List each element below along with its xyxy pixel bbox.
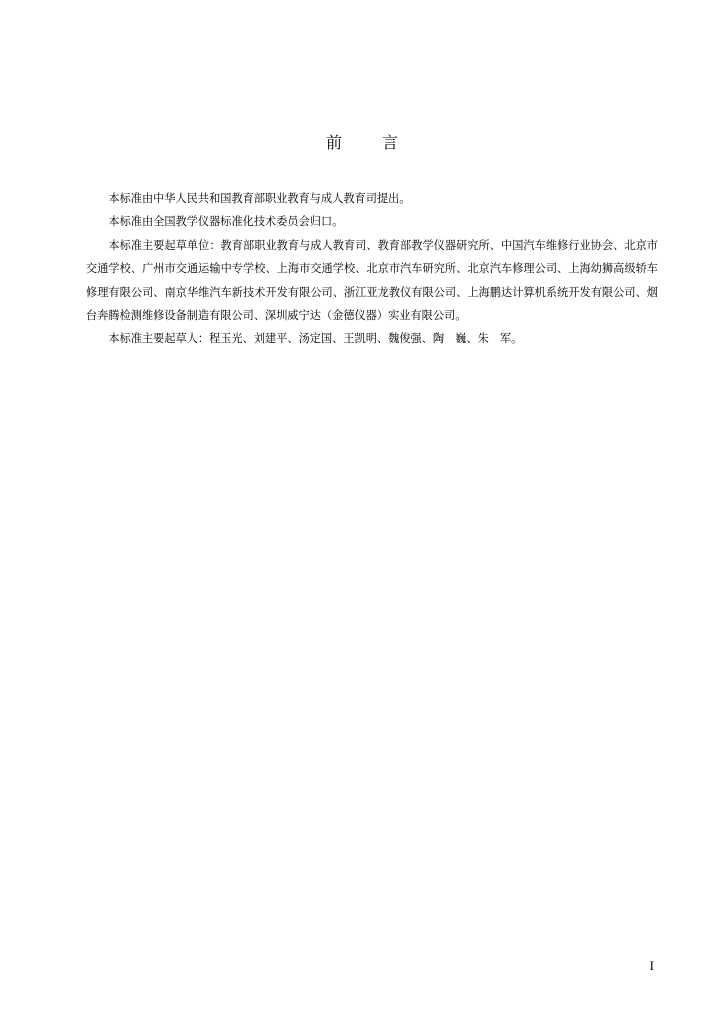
page-number: I [649,958,654,973]
title-char-1: 前 [325,133,342,152]
title-char-2: 言 [382,133,399,152]
document-body [86,187,658,351]
page-title [0,130,724,153]
paragraph-drafting-units: 本标准主要起草单位：教育部职业教育与成人教育司、教育部教学仪器研究所、中国汽车维修行业协会、北京市交通学校、广州市交通运输中专学校、上海市交通学校、北京市汽车研究所、北京汽车修理公司、上海幼狮高级轿车修理有限公司、南京华维汽车新技术开发有限公司、浙江亚龙教仪有限公司、上海鹏达计算机系统开发有限公司、烟台奔腾检测维修设备制造有限公司、深圳威宁达（金德仪器）实业有限公司。 [86,238,658,323]
paragraph-proposer: 本标准由中华人民共和国教育部职业教育与成人教育司提出。 [108,192,411,205]
paragraph-administrator: 本标准由全国教学仪器标准化技术委员会归口。 [108,215,344,229]
paragraph-drafters: 本标准主要起草人：程玉光、刘建平、汤定国、王凯明、魏俊强、陶 巍、朱 军。 [108,332,523,346]
